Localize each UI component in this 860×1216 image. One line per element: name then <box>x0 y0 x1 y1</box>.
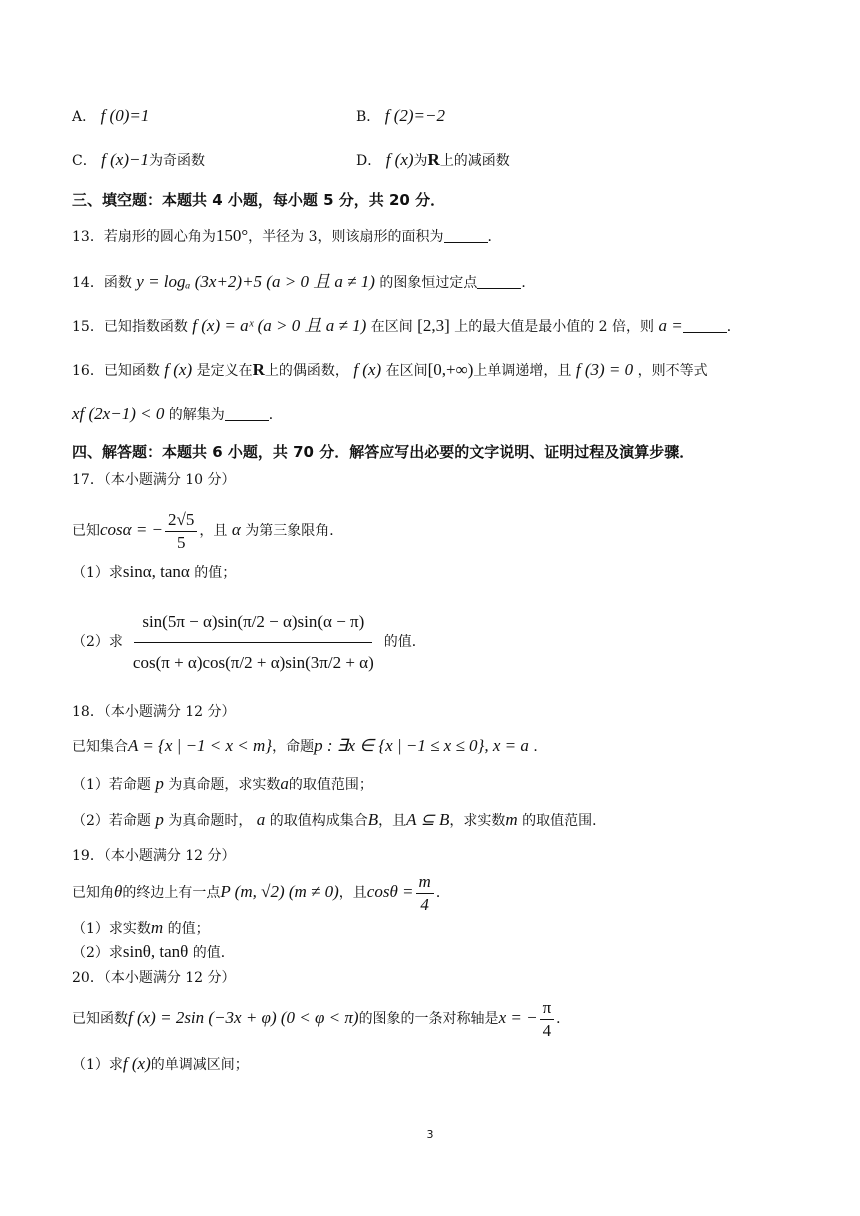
q19-given <box>72 868 450 917</box>
q17-alpha: α <box>231 520 241 539</box>
q18-p2-text3: ，且 <box>378 813 407 829</box>
option-a <box>72 106 149 127</box>
q18-p2-subset: A ⊆ B <box>406 810 450 829</box>
q20-header: 20．（本小题满分 12 分） <box>72 970 236 986</box>
q18-header: 18．（本小题满分 12 分） <box>72 704 236 720</box>
q18-p2-text: 为真命题时， <box>168 813 253 829</box>
q16-text3: 上的偶函数， <box>264 363 349 379</box>
q16-period: ． <box>268 407 283 423</box>
q20-frac-den: 4 <box>542 1020 552 1040</box>
option-b-math: f (2)=−2 <box>384 106 445 125</box>
q16-math3: f (3) = 0 <box>575 360 634 379</box>
q18-p2-p: p <box>155 810 164 829</box>
q20-frac-num: π <box>540 997 555 1020</box>
q19-frac-den: 4 <box>420 894 429 914</box>
q17-part1 <box>72 562 236 583</box>
q19-p2-label: （2）求 <box>72 945 123 961</box>
q14-math: y = logₐ (3x+2)+5 (a > 0 且 a ≠ 1) <box>136 272 375 291</box>
q19-p1-m: m <box>150 918 164 937</box>
q18-p2-end: 的取值范围． <box>522 813 607 829</box>
q16-blank <box>225 406 269 421</box>
q18-text: 已知集合 <box>72 739 128 755</box>
q16-inequality: xf (2x−1) < 0 <box>72 404 165 423</box>
q19-period: ． <box>435 885 450 901</box>
q18-p2-text2: 的取值构成集合 <box>269 813 368 829</box>
question-16-line1 <box>72 360 708 381</box>
q13-text: 若扇形的圆心角为 <box>103 229 216 245</box>
q18-p2-label: （2）若命题 <box>72 813 151 829</box>
option-a-label: A． <box>72 109 97 125</box>
q19-point: P (m, √2) (m ≠ 0) <box>220 882 339 901</box>
option-d-math: f (x) <box>385 150 414 169</box>
q17-text: 已知 <box>72 523 100 539</box>
q18-p2-b: B <box>367 810 379 829</box>
q18-p1-a: a <box>280 774 289 793</box>
q18-text2: ，命题 <box>272 739 315 755</box>
q16-text7: 的解集为 <box>168 407 225 423</box>
q19-text2: 的终边上有一点 <box>122 885 221 901</box>
q16-math2: f (x) <box>353 360 382 379</box>
option-d-r: R <box>427 150 440 169</box>
q17-cos: cosα = − <box>100 520 164 539</box>
q13-text2: ，半径为 3，则该扇形的面积为 <box>248 229 444 245</box>
q18-part2 <box>72 810 606 831</box>
q20-p1-label: （1）求 <box>72 1057 123 1073</box>
q17-p2-label: （2）求 <box>72 634 123 650</box>
q19-p1-end: 的值； <box>167 921 210 937</box>
q18-p1-p: p <box>155 774 164 793</box>
q18-given <box>72 736 547 757</box>
q13-blank <box>444 228 488 243</box>
q16-text2: 是定义在 <box>196 363 253 379</box>
option-c-label: C． <box>72 153 97 169</box>
q18-proposition: p : ∃x ∈ {x | −1 ≤ x ≤ 0}, x = a <box>314 736 529 755</box>
option-b-label: B． <box>356 109 381 125</box>
q17-frac-den: 5 <box>176 532 186 552</box>
q18-part1 <box>72 774 373 795</box>
q17-p1-label: （1）求 <box>72 565 123 581</box>
option-a-math: f (0)=1 <box>100 106 150 125</box>
q13-number: 13． <box>72 229 104 245</box>
q16-interval: [0,+∞) <box>427 360 474 379</box>
q17-text2: ，且 <box>199 523 228 539</box>
q20-p1-math: f (x) <box>122 1054 151 1073</box>
option-b <box>356 106 445 127</box>
q19-p2-end: 的值． <box>192 945 235 961</box>
q18-set-a: A = {x | −1 < x < m} <box>128 736 273 755</box>
option-c <box>72 150 205 171</box>
q18-p1-end: 的取值范围； <box>288 777 373 793</box>
q17-p2-tail: 的值． <box>383 634 426 650</box>
q15-math: f (x) = aˣ (a > 0 且 a ≠ 1) <box>192 316 367 335</box>
q19-frac-num: m <box>416 871 434 894</box>
q19-p2-math: sinθ, tanθ <box>122 942 189 961</box>
q17-text3: 为第三象限角． <box>245 523 344 539</box>
q20-function: f (x) = 2sin (−3x + φ) (0 < φ < π) <box>128 1008 359 1027</box>
q17-fraction <box>165 509 197 554</box>
q13-math: 150° <box>215 226 249 245</box>
q19-text: 已知角 <box>72 885 114 901</box>
q15-text2: 在区间 <box>370 319 413 335</box>
q15-number: 15． <box>72 319 104 335</box>
q17-given <box>72 508 343 554</box>
option-c-text: 为奇函数 <box>148 153 205 169</box>
q16-text5: 上单调递增，且 <box>473 363 572 379</box>
q15-text3: 上的最大值是最小值的 2 倍，则 <box>454 319 655 335</box>
section-4-title: 四、解答题：本题共 6 小题，共 70 分．解答应写出必要的文字说明、证明过程及演算步骤． <box>72 443 695 461</box>
q19-theta: θ <box>114 882 123 901</box>
question-14 <box>72 272 535 293</box>
q16-number: 16． <box>72 363 104 379</box>
q14-number: 14． <box>72 275 104 291</box>
option-d-text2: 上的减函数 <box>439 153 510 169</box>
q18-p2-m: m <box>505 810 518 829</box>
q15-text: 已知指数函数 <box>103 319 188 335</box>
q16-r: R <box>252 360 265 379</box>
q20-period: ． <box>556 1011 571 1027</box>
question-13 <box>72 226 502 247</box>
q20-p1-end: 的单调减区间； <box>150 1057 249 1073</box>
q17-frac-num: 2√5 <box>165 509 197 532</box>
q16-text6: ，则不等式 <box>637 363 708 379</box>
page-number: 3 <box>426 1128 434 1141</box>
q20-fraction <box>540 997 555 1042</box>
q14-blank <box>477 274 521 289</box>
q19-cos: cosθ = <box>366 882 414 901</box>
q16-text4: 在区间 <box>385 363 428 379</box>
q18-p2-a: a <box>256 810 266 829</box>
q13-period: ． <box>487 229 502 245</box>
q20-part1 <box>72 1054 249 1075</box>
q18-period: ． <box>533 739 548 755</box>
q15-a: a = <box>658 316 683 335</box>
q18-p1-text: 为真命题，求实数 <box>168 777 281 793</box>
q14-text: 函数 <box>103 275 132 291</box>
q17-header: 17．（本小题满分 10 分） <box>72 472 236 488</box>
question-15 <box>72 316 741 337</box>
option-c-math: f (x)−1 <box>101 150 149 169</box>
q14-period: ． <box>521 275 536 291</box>
q19-part2 <box>72 942 235 963</box>
q17-p2-fraction <box>125 602 382 683</box>
q18-p2-text4: ，求实数 <box>449 813 506 829</box>
q17-p1-tail: 的值； <box>194 565 237 581</box>
q17-p2-num: sin(5π − α)sin(π/2 − α)sin(α − π) <box>134 602 372 643</box>
q15-interval: [2,3] <box>417 316 450 335</box>
q16-text: 已知函数 <box>103 363 160 379</box>
question-16-line2 <box>72 404 283 425</box>
q15-period: ． <box>726 319 741 335</box>
q17-p1-math: sinα, tanα <box>122 562 190 581</box>
q17-p2-den: cos(π + α)cos(π/2 + α)sin(3π/2 + α) <box>132 652 374 672</box>
section-3-title: 三、填空题：本题共 4 小题，每小题 5 分，共 20 分． <box>72 191 446 209</box>
option-d-label: D． <box>356 153 382 169</box>
q15-blank <box>683 318 727 333</box>
q19-text3: ，且 <box>338 885 367 901</box>
q19-part1 <box>72 918 210 939</box>
q19-header: 19．（本小题满分 12 分） <box>72 848 236 864</box>
q20-given <box>72 994 570 1043</box>
q19-fraction <box>416 871 434 916</box>
q14-text2: 的图象恒过定点 <box>379 275 478 291</box>
q19-p1-label: （1）求实数 <box>72 921 151 937</box>
q18-p1-label: （1）若命题 <box>72 777 151 793</box>
q20-text: 已知函数 <box>72 1011 128 1027</box>
q16-math1: f (x) <box>164 360 193 379</box>
option-d-text: 为 <box>413 153 428 169</box>
q17-part2 <box>72 598 426 686</box>
q20-axis: x = − <box>498 1008 538 1027</box>
q20-text2: 的图象的一条对称轴是 <box>358 1011 499 1027</box>
option-d <box>356 150 510 171</box>
